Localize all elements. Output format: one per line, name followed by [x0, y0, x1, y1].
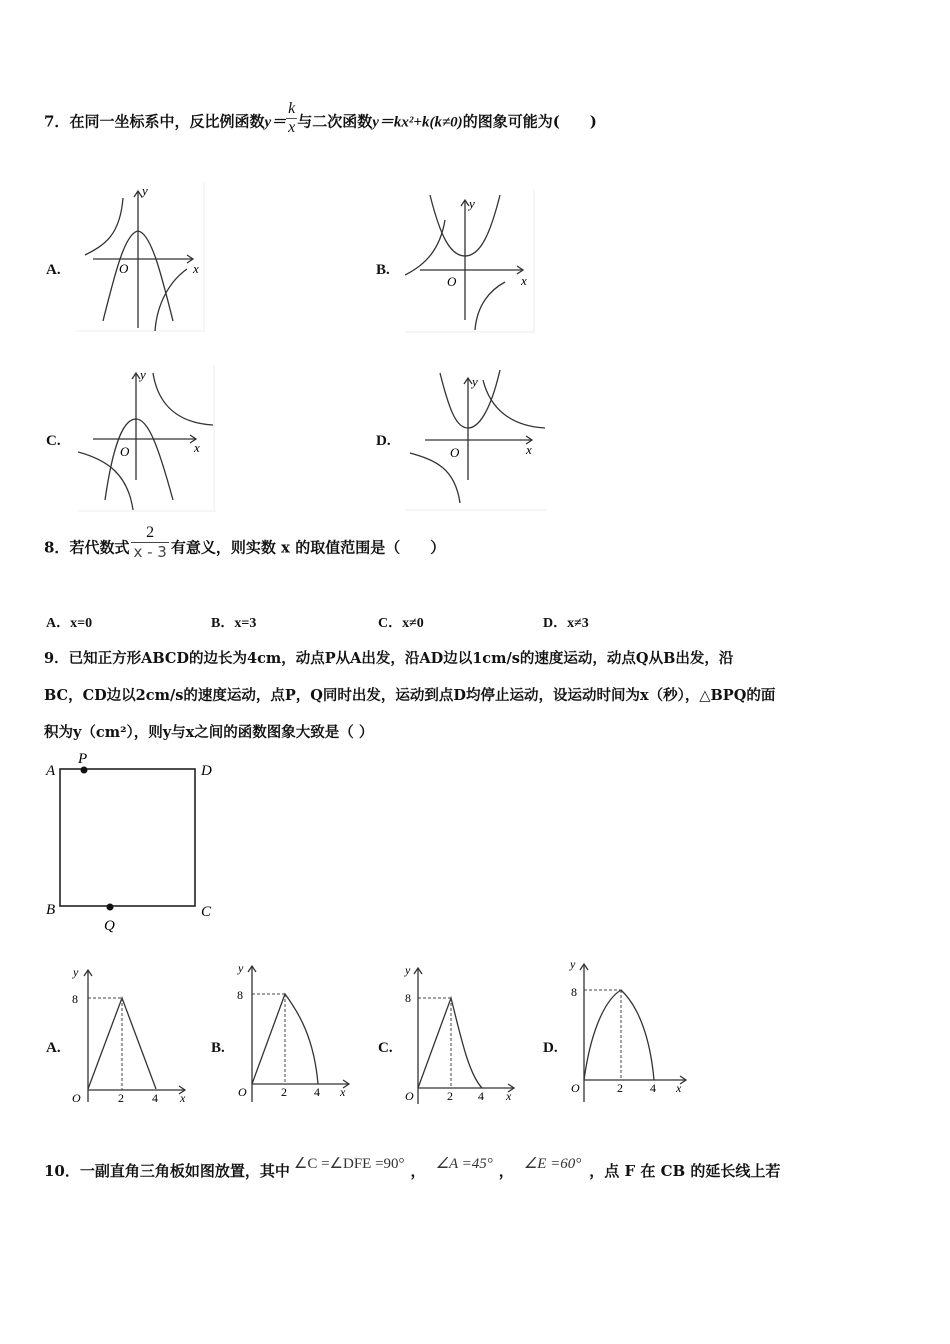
q7-option-d-graph[interactable] [405, 368, 547, 513]
q10-angle-3: ∠E =60° [523, 1156, 582, 1172]
q8-option-b-value: x=3 [234, 616, 257, 631]
q7b-y-label: y [469, 196, 475, 211]
q9-option-b-graph[interactable] [234, 958, 359, 1104]
q10-stem [44, 1156, 781, 1181]
q9-option-d-graph[interactable] [568, 956, 693, 1104]
q7-option-c-graph[interactable] [78, 365, 216, 513]
q8-option-b[interactable] [211, 612, 256, 632]
q7b-x-label: x [521, 273, 527, 288]
vertex-c-label: C [201, 904, 212, 920]
q7-fraction [286, 100, 297, 137]
q7-number: 7． [44, 112, 70, 131]
q7-frac-den: x [288, 119, 296, 136]
q9-square-figure [42, 752, 222, 934]
q8-option-b-label: B． [211, 616, 235, 631]
q9-option-a-graph[interactable] [70, 962, 195, 1104]
vertex-b-label: B [46, 902, 56, 918]
q8-option-a-value: x=0 [70, 616, 93, 631]
q7c-y-label: y [140, 367, 146, 382]
q10-sep-1: ， [410, 1162, 426, 1180]
q7b-origin-label: O [447, 274, 457, 289]
q7d-origin-label: O [450, 445, 460, 460]
q7-option-a-label[interactable]: A. [46, 262, 61, 278]
q7-y-axis-label: y [142, 183, 148, 198]
point-q [107, 904, 114, 911]
q7-option-c-label[interactable]: C. [46, 433, 61, 449]
q8-number: 8． [44, 538, 70, 557]
q9-option-a-label[interactable]: A. [46, 1040, 61, 1056]
q9a-origin: O [72, 1091, 81, 1104]
q8-text-before: 若代数式 [69, 538, 130, 557]
q10-angle-2: ∠A =45° [435, 1156, 493, 1172]
q9d-x-label: x [676, 1081, 682, 1095]
q7d-y-label: y [472, 374, 478, 389]
q9c-y-8: 8 [405, 991, 411, 1005]
q7-text-after: 的图象可能为( ) [462, 112, 597, 131]
q9b-y-8: 8 [237, 988, 243, 1002]
q9b-x-label: x [340, 1085, 346, 1099]
q8-option-d-label: D． [543, 616, 568, 631]
q9d-x-2: 2 [617, 1081, 623, 1095]
q8-fraction [131, 524, 168, 561]
q8-option-c[interactable] [378, 612, 424, 632]
q9c-x-label: x [506, 1089, 512, 1103]
q9c-origin: O [405, 1089, 414, 1103]
point-p [81, 767, 88, 774]
q9-option-c-graph[interactable] [402, 958, 527, 1104]
q8-frac-num: 2 [146, 524, 155, 541]
q8-option-d-value: x≠3 [567, 616, 589, 631]
point-p-label: P [78, 752, 88, 767]
q9-option-b-label[interactable]: B. [211, 1040, 225, 1056]
vertex-a-label: A [46, 763, 56, 779]
q8-option-d[interactable] [543, 612, 589, 632]
q7-text-before: 在同一坐标系中，反比例函数 [69, 112, 265, 131]
q10-text-after: ，点 F 在 CB 的延长线上若 [589, 1162, 781, 1180]
q8-stem [44, 524, 446, 567]
q7-origin-label: O [119, 261, 129, 276]
q8-option-c-label: C． [378, 616, 403, 631]
q9-stem-line-1: 9．已知正方形ABCD的边长为4cm，动点P从A出发，沿AD边以1cm/s的速度运动，动点Q从B出发，沿 [44, 650, 734, 667]
q7c-origin-label: O [120, 444, 130, 459]
q7d-x-label: x [526, 442, 532, 457]
q9a-y-8: 8 [72, 992, 78, 1006]
q10-text-before: 一副直角三角板如图放置，其中 [79, 1162, 290, 1180]
q9a-x-4: 4 [152, 1091, 158, 1104]
q9b-x-2: 2 [281, 1085, 287, 1099]
q8-option-c-value: x≠0 [402, 616, 424, 631]
q7-quadratic: y＝kx²+k(k≠0) [372, 114, 463, 131]
q7-frac-num: k [288, 100, 296, 117]
q9a-y-label: y [73, 965, 79, 979]
q10-number: 10． [44, 1162, 80, 1180]
q9-option-d-label[interactable]: D. [543, 1040, 558, 1056]
q9-stem-line-2: BC，CD边以2cm/s的速度运动，点P，Q同时出发，运动到点D均停止运动，设运动时间为x（秒），△BPQ的面 [44, 687, 776, 704]
vertex-d-label: D [201, 763, 212, 779]
q10-angle-1: ∠C =∠DFE =90° [293, 1156, 405, 1172]
q9d-origin: O [571, 1081, 580, 1095]
q9c-x-4: 4 [478, 1089, 484, 1103]
q8-frac-den: x - 3 [133, 543, 167, 561]
q7c-x-label: x [194, 440, 200, 455]
q7-x-axis-label: x [193, 261, 199, 276]
q8-text-after: 有意义，则实数 x 的取值范围是（ ） [170, 538, 446, 557]
q9a-x-label: x [180, 1091, 186, 1104]
q8-option-a-label: A． [46, 616, 71, 631]
q9a-x-2: 2 [118, 1091, 124, 1104]
q9c-x-2: 2 [447, 1089, 453, 1103]
q7-stem [44, 100, 597, 141]
q7-option-a-graph[interactable] [75, 183, 205, 333]
q8-option-a[interactable] [46, 612, 92, 632]
q9b-y-label: y [238, 961, 244, 975]
q7-option-b-label[interactable]: B. [376, 262, 390, 278]
q9b-origin: O [238, 1085, 247, 1099]
q7-option-d-label[interactable]: D. [376, 433, 391, 449]
q10-sep-2: ， [498, 1162, 514, 1180]
q9b-x-4: 4 [314, 1085, 320, 1099]
q9d-x-4: 4 [650, 1081, 656, 1095]
q9-option-c-label[interactable]: C. [378, 1040, 393, 1056]
q9c-y-label: y [405, 963, 411, 977]
q9d-y-8: 8 [571, 985, 577, 999]
q7-option-b-graph[interactable] [405, 190, 535, 335]
q9-stem-line-3: 积为y（cm²），则y与x之间的函数图象大致是（ ） [44, 724, 374, 741]
q7-text-mid: 与二次函数 [297, 112, 373, 131]
q7-y-eq: y＝ [264, 114, 287, 131]
point-q-label: Q [104, 918, 115, 934]
q9d-y-label: y [570, 957, 576, 971]
